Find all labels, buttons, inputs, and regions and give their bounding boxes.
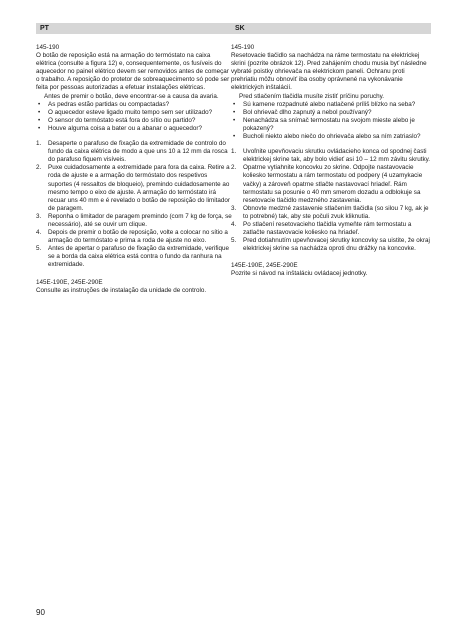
step-number: 3. bbox=[231, 204, 237, 212]
step-item bbox=[231, 205, 431, 221]
step-item bbox=[36, 245, 232, 269]
model-heading-2: 145E-190E, 245E-290E bbox=[231, 262, 298, 270]
question-list bbox=[36, 101, 232, 133]
step-text: Po stlačení resetovacieho tlačidla vymeňte rám termostatu a zatlačte nastavovacie koliesko na hriadeľ. bbox=[243, 220, 412, 237]
step-number: 1. bbox=[231, 148, 237, 156]
page-number: 90 bbox=[36, 608, 45, 617]
step-text: Opatrne vytiahnite koncovku zo skrine. Odpojte nastavovacie koliesko termostatu a rám termostatu od podpery (4 uzamykacie vačky) a zároveň opatrne stlačte nastavovací hriadeľ. Rám termostatu sa posunie o 40 mm smerom dozadu a odblokuje sa resetovacie tlačidlo medzného zastavenia. bbox=[243, 164, 423, 204]
model-heading-2: 145E-190E, 245E-290E bbox=[36, 278, 103, 286]
step-number: 2. bbox=[231, 164, 237, 172]
step-text: Desaperte o parafuso de fixação da extremidade de controlo do fundo da caixa elétrica de modo a que uns 10 a 12 mm da rosca do parafuso fiquem visíveis. bbox=[48, 140, 228, 164]
intro-paragraph: O botão de reposição está na armação do termóstato na caixa elétrica (consulte a figura 12) e, consequentemente, os fusíveis do aquecedor no painel elétrico devem ser removidos antes de começar o trabalho. A reposição do protetor de sobreaquecimento só pode ser feita por pessoas autorizadas a efetuar instalações elétricas. bbox=[36, 52, 230, 92]
steps-list bbox=[231, 148, 431, 253]
step-item bbox=[231, 221, 431, 237]
step-text: Obnovte medzné zastavenie stlačením tlačidla (so silou 7 kg, ak je to potrebné) tak, aby ste počuli zvuk kliknutia. bbox=[243, 204, 429, 220]
step-number: 3. bbox=[36, 212, 42, 220]
step-number: 1. bbox=[36, 140, 42, 148]
right-column-sk bbox=[231, 23, 431, 279]
list-item: • Houve alguma coisa a bater ou a abanar o aquecedor? bbox=[36, 125, 232, 133]
list-item: • Sú kamene rozpadnuté alebo natlačené príliš blízko na seba? bbox=[231, 101, 431, 109]
step-number: 5. bbox=[231, 237, 237, 245]
step-item bbox=[231, 164, 431, 204]
step-item bbox=[231, 148, 431, 164]
step-number: 4. bbox=[231, 220, 237, 228]
intro-paragraph: Resetovacie tlačidlo sa nachádza na ráme termostatu na elektrickej skrini (pozrite obrázok 12). Pred zahájením chodu musia byť následne vybraté poistky ohrievača na elektrickom paneli. Ochranu proti prehriatiu môžu obnoviť iba osoby oprávnené na vykonávanie elektrických inštalácií. bbox=[231, 52, 427, 92]
step-item bbox=[231, 237, 431, 253]
list-item: • O aquecedor esteve ligado muito tempo sem ser utilizado? bbox=[36, 109, 232, 117]
step-item bbox=[36, 140, 232, 164]
language-tab-pt: PT bbox=[36, 23, 232, 34]
step-number: 2. bbox=[36, 164, 42, 172]
footer-note: Pozrite si návod na inštaláciu ovládacej jednotky. bbox=[231, 270, 368, 278]
step-text: Uvoľnite upevňovaciu skrutku ovládacieho konca od spodnej časti elektrickej skrine tak, aby bolo vidieť asi 10 – 12 mm závitu skrutky. bbox=[243, 148, 431, 164]
step-text: Depois de premir o botão de reposição, volte a colocar no sítio a armação do termóstato e prima a roda de ajuste no eixo. bbox=[48, 229, 228, 245]
step-item bbox=[36, 164, 232, 213]
left-column-pt bbox=[36, 23, 232, 295]
question-list bbox=[231, 101, 431, 141]
step-text: Pred dotiahnutím upevňovacej skrutky koncovky sa uistite, že okraj elektrickej skrine sa nachádza oproti dnu drážky na koncovke. bbox=[243, 237, 430, 253]
step-number: 4. bbox=[36, 229, 42, 237]
step-text: Puxe cuidadosamente a extremidade para fora da caixa. Retire a roda de ajuste e a armação do termóstato dos respetivos suportes (4 ressaltos de bloqueio), premindo cuidadosamente ao mesmo tempo o eixo de ajuste. A armação do termóstato irá recuar uns 40 mm e é revelado o botão de reposição do limitador de paragem. bbox=[48, 164, 231, 212]
language-tab-sk: SK bbox=[231, 23, 431, 34]
step-number: 5. bbox=[36, 245, 42, 253]
model-heading: 145-190 bbox=[231, 44, 255, 51]
steps-list bbox=[36, 140, 232, 270]
step-item bbox=[36, 213, 232, 229]
lead-sentence: Pred stlačením tlačidla musíte zistiť príčinu poruchy. bbox=[239, 92, 385, 100]
list-item: • Bucholi niekto alebo niečo do ohrievača alebo sa ním zatriaslo? bbox=[231, 133, 431, 141]
step-text: Reponha o limitador de paragem premindo (com 7 kg de força, se necessário), até se ouvir um clique. bbox=[48, 212, 232, 228]
list-item: • As pedras estão partidas ou compactadas? bbox=[36, 101, 232, 109]
lead-sentence: Antes de premir o botão, deve encontrar-se a causa da avaria. bbox=[44, 92, 219, 100]
footer-note: Consulte as instruções de instalação da unidade de controlo. bbox=[36, 286, 207, 294]
list-item: • Bol ohrievač dlho zapnutý a nebol používaný? bbox=[231, 109, 431, 117]
list-item: • O sensor do termóstato está fora do sítio ou partido? bbox=[36, 117, 232, 125]
list-item: • Nenachádza sa snímač termostatu na svojom mieste alebo je pokazený? bbox=[231, 117, 431, 133]
step-item bbox=[36, 229, 232, 245]
model-heading: 145-190 bbox=[36, 44, 60, 51]
step-text: Antes de apertar o parafuso de fixação da extremidade, verifique se a borda da caixa elétrica está contra o fundo da ranhura na extremidade. bbox=[48, 245, 229, 269]
